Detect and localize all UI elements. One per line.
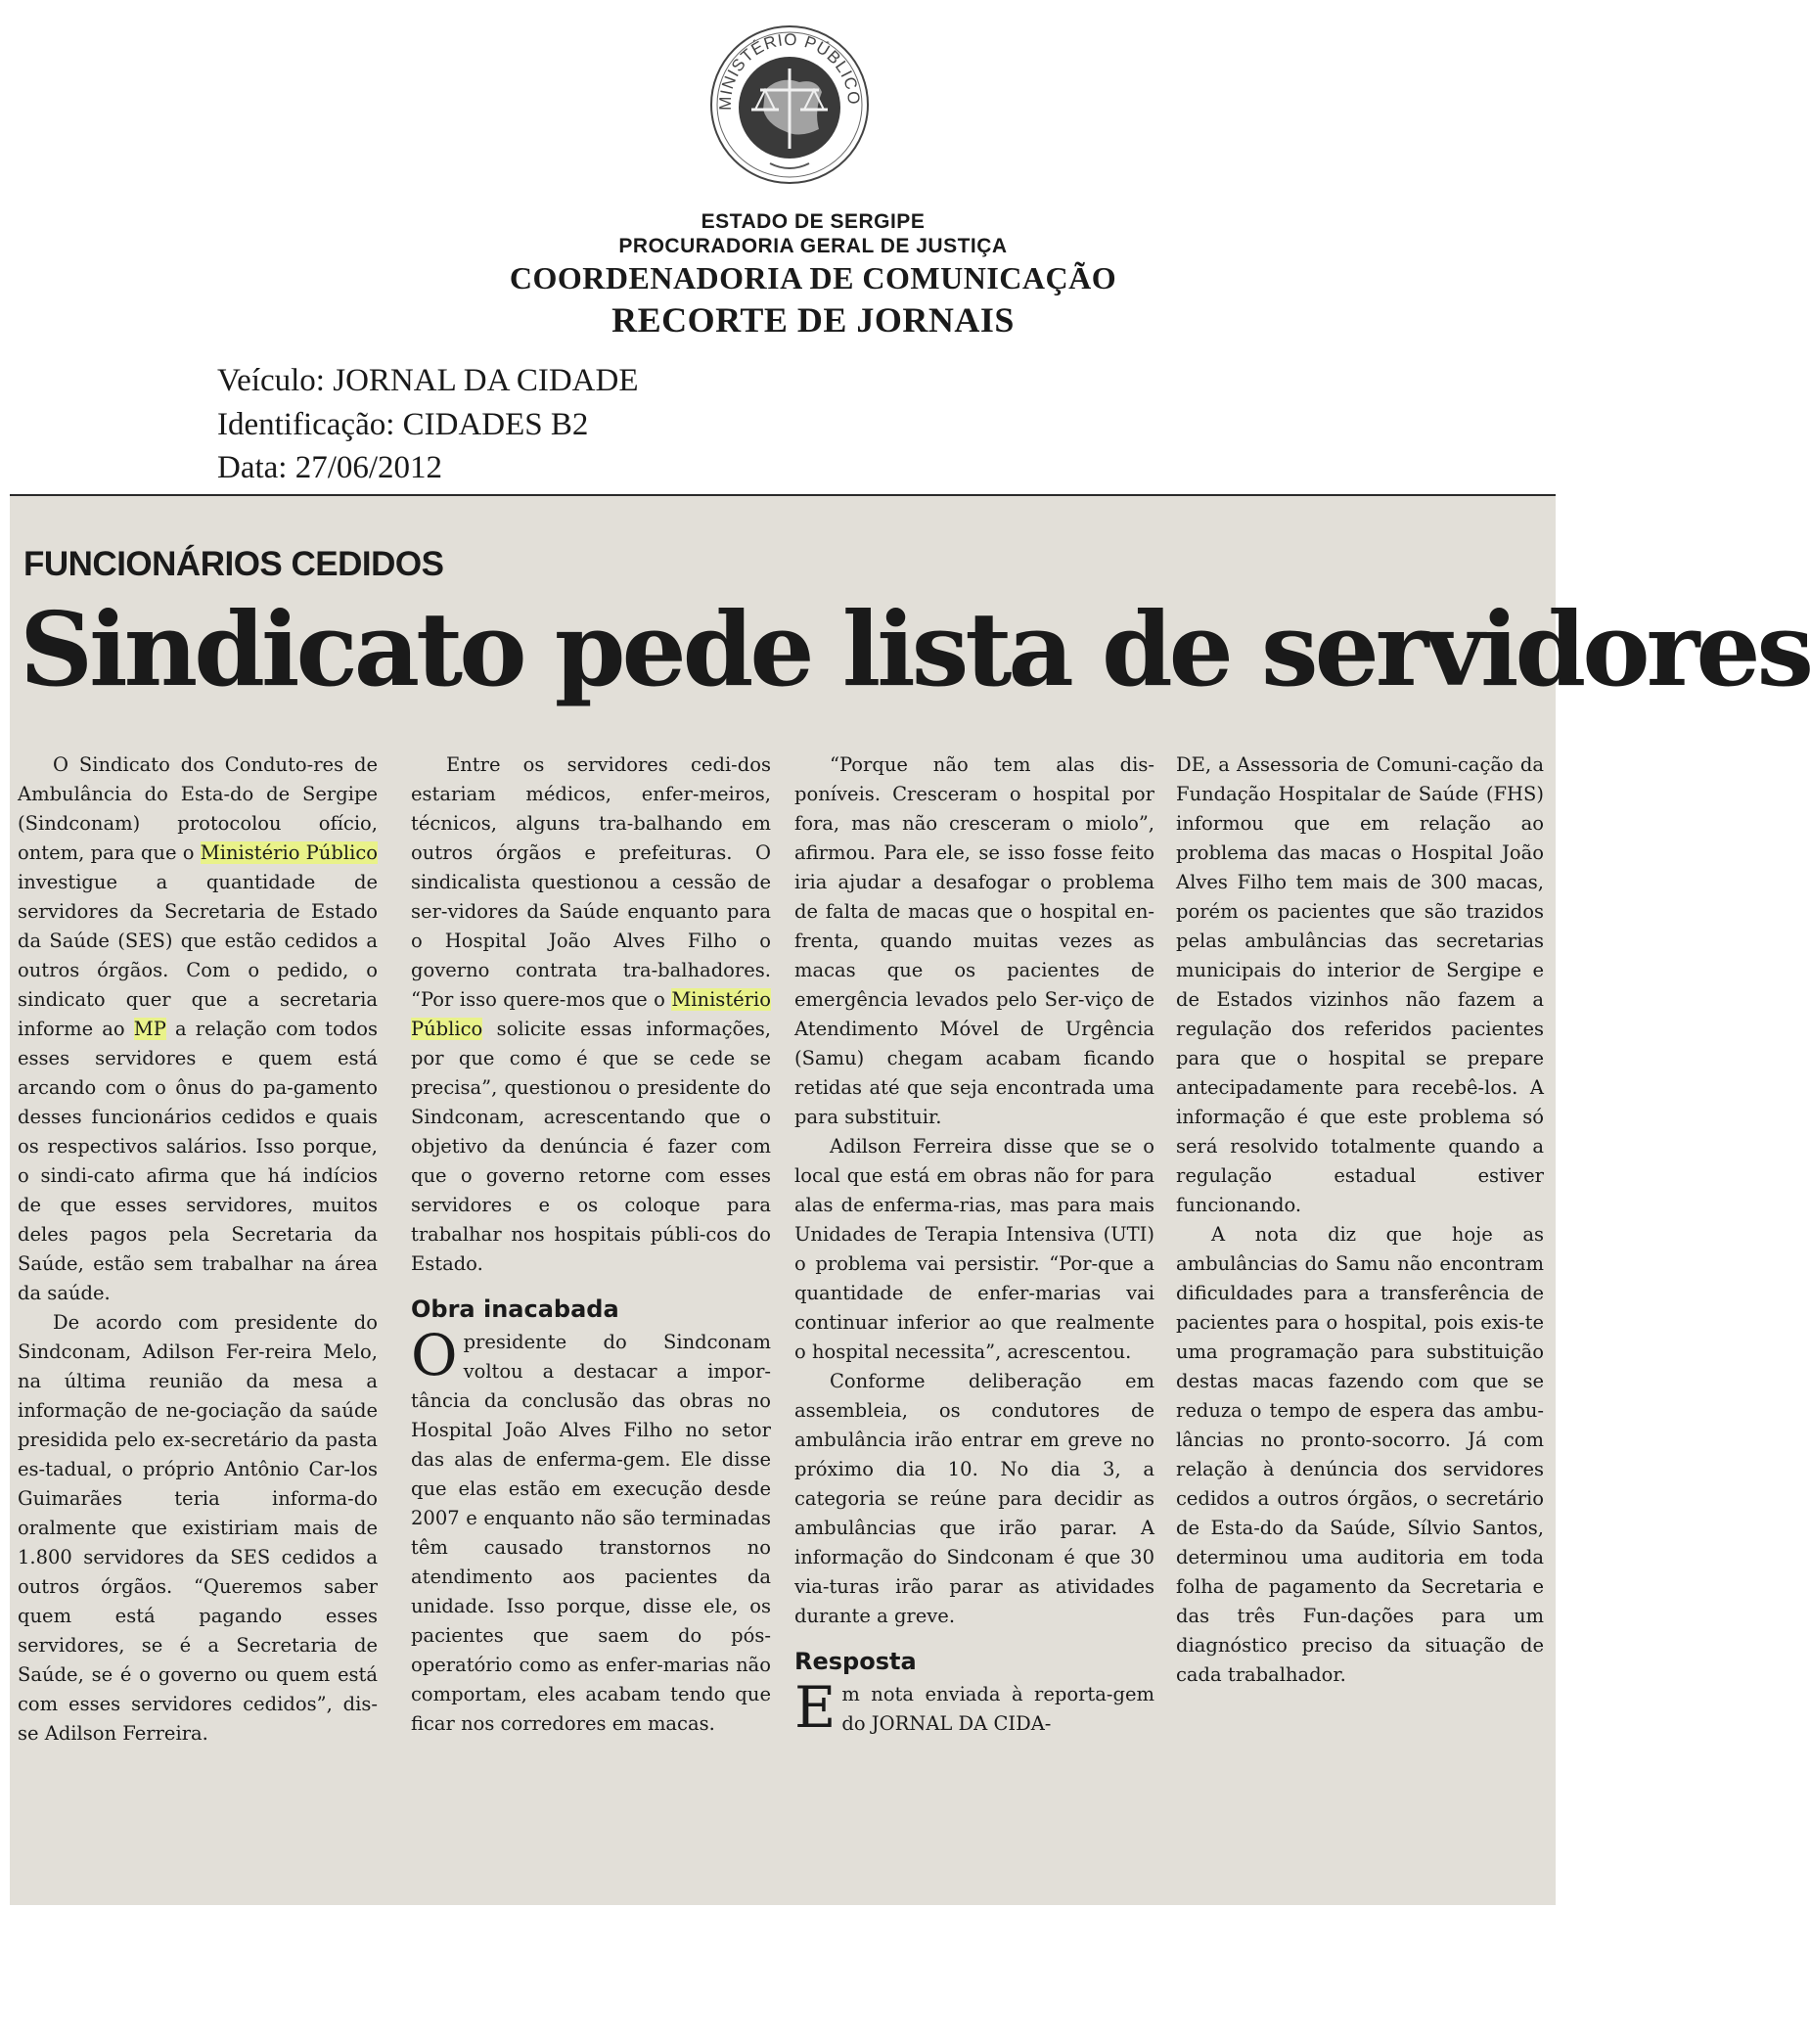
column-1-paragraph-1: O Sindicato dos Conduto-res de Ambulância do Esta-do de Sergipe (Sindconam) protocolou ofício, ontem, para que o Ministério Público investigue a quantidade de servidores da Secretaria de Estado da Saúde (SES) que estão cedidos a outros órgãos. Com o pedido, o sindicato quer que a secretaria informe ao MP a relação com todos esses servidores e quem está arcando com o ônus do pa-gamento desses funcionários cedidos e quais os respectivos salários. Isso porque, o sindi-cato afirma que há indícios de que esses servidores, muitos deles pagos pela Secretaria da Saúde, estão sem trabalhar na área da saúde. (18, 753, 378, 1304)
newspaper-clipping (10, 494, 1810, 1905)
article-column-3 (794, 750, 1154, 1739)
highlight-mp: MP (133, 1018, 166, 1040)
dropcap-o: O (411, 1322, 458, 1388)
column-4-paragraph-2: A nota diz que hoje as ambulâncias do Samu não encontram dificuldades para a transferência de pacientes para o hospital, pois exis-te uma programação para substituição destas macas fazendo com que se reduza o tempo de espera das ambu-lâncias no pronto-socorro. Já com relação à denúncia dos servidores cedidos a outros órgãos, o secretário de Esta-do da Saúde, Sílvio Santos, determinou uma auditoria em toda folha de pagamento da Secretaria e das três Fun-dações para um diagnóstico preciso da situação de cada trabalhador. (1176, 1223, 1544, 1686)
highlight-ministerio-publico: Ministério Público (200, 841, 378, 864)
column-3-paragraph-2: Adilson Ferreira disse que se o local que está em obras não for para alas de enferma-rias, mas para mais Unidades de Terapia Intensiva (UTI) o problema vai persistir. “Por-que a quantidade de enfer-marias vai continuar inferior ao que realmente o hospital necessita”, acrescentou. (794, 1135, 1154, 1363)
article-kicker: FUNCIONÁRIOS CEDIDOS (23, 545, 444, 583)
header-office: PROCURADORIA GERAL DE JUSTIÇA (618, 235, 1008, 257)
header-state: ESTADO DE SERGIPE (701, 210, 926, 233)
header-title: RECORTE DE JORNAIS (611, 300, 1015, 340)
ministerio-publico-seal (706, 22, 873, 188)
column-2-paragraph-2: O presidente do Sindconam voltou a destacar a impor-tância da conclusão das obras no Hospital João Alves Filho no setor das alas de enferma-gem. Ele disse que elas estão em execução desde 2007 e enquanto não são terminadas têm causado transtornos no atendimento aos pacientes da unidade. Isso porque, disse ele, os pacientes que saem do pós-operatório como as enfer-marias não comportam, eles acabam tendo que ficar nos corredores em macas. (411, 1322, 771, 1735)
column-2-paragraph-1: Entre os servidores cedi-dos estariam médicos, enfer-meiros, técnicos, alguns tra-balhando em outros órgãos e prefeituras. O sindicalista questionou a cessão de ser-vidores da Saúde enquanto para o Hospital João Alves Filho o governo contrata tra-balhadores. “Por isso quere-mos que o Ministério Público solicite essas informações, por que como é que se cede se precisa”, questionou o presidente do Sindconam, acrescentando que o objetivo da denúncia é fazer com que o governo retorne com esses servidores e os coloque para trabalhar nos hospitais públi-cos do Estado. (411, 753, 771, 1275)
highlight-ministerio-publico-2: Ministério Público (411, 988, 771, 1040)
dropcap-e: E (794, 1674, 837, 1741)
meta-date: Data: 27/06/2012 (217, 450, 443, 485)
article-column-2 (411, 750, 771, 1739)
meta-identification: Identificação: CIDADES B2 (217, 407, 589, 442)
column-3-paragraph-3: Conforme deliberação em assembleia, os condutores de ambulância irão entrar em greve no próximo dia 10. No dia 3, a categoria se reúne para decidir as ambulâncias que irão parar. A informação do Sindconam é que 30 via-turas irão parar as atividades durante a greve. (794, 1370, 1154, 1627)
meta-vehicle: Veículo: JORNAL DA CIDADE (217, 363, 639, 398)
column-3-paragraph-1: “Porque não tem alas dis-poníveis. Cresceram o hospital por fora, mas não cresceram o miolo”, afirmou. Para ele, se isso fosse feito iria ajudar a desafogar o problema de falta de macas que o hospital en-frenta, quando muitas vezes as macas que os pacientes de emergência levados pelo Ser-viço de Atendimento Móvel de Urgência (Samu) chegam acabam ficando retidas até que seja encontrada uma para substituir. (794, 753, 1154, 1128)
header-department: COORDENADORIA DE COMUNICAÇÃO (509, 260, 1117, 295)
subhead-resposta: Resposta (794, 1648, 917, 1675)
subhead-obra-inacabada: Obra inacabada (411, 1295, 619, 1323)
svg-text:MINISTÉRIO PÚBLICO: MINISTÉRIO PÚBLICO (715, 29, 864, 111)
article-headline: Sindicato pede lista de servidores (20, 589, 1810, 709)
column-3-paragraph-4: Em nota enviada à reporta-gem do JORNAL DA CIDA- (794, 1674, 1154, 1741)
article-column-1 (18, 750, 378, 1749)
article-column-4 (1176, 750, 1544, 1690)
column-1-paragraph-2: De acordo com presidente do Sindconam, Adilson Fer-reira Melo, na última reunião da mesa a informação de ne-gociação da saúde presidida pelo ex-secretário da pasta es-tadual, o próprio Antônio Car-los Guimarães teria informa-do oralmente que existiriam mais de 1.800 servidores da SES cedidos a outros órgãos. “Queremos saber quem está pagando esses servidores, se é a Secretaria de Saúde, se é o governo ou quem está com esses servidores cedidos”, dis-se Adilson Ferreira. (18, 1311, 378, 1745)
column-4-paragraph-1: DE, a Assessoria de Comuni-cação da Fundação Hospitalar de Saúde (FHS) informou que em relação ao problema das macas o Hospital João Alves Filho tem mais de 300 macas, porém os pacientes que são trazidos pelas ambulâncias das secretarias municipais do interior de Sergipe e de Estados vizinhos não fazem a regulação dos referidos pacientes para que o hospital se prepare antecipadamente para recebê-los. A informação é que este problema só será resolvido totalmente quando a regulação estadual estiver funcionando. (1176, 753, 1544, 1216)
